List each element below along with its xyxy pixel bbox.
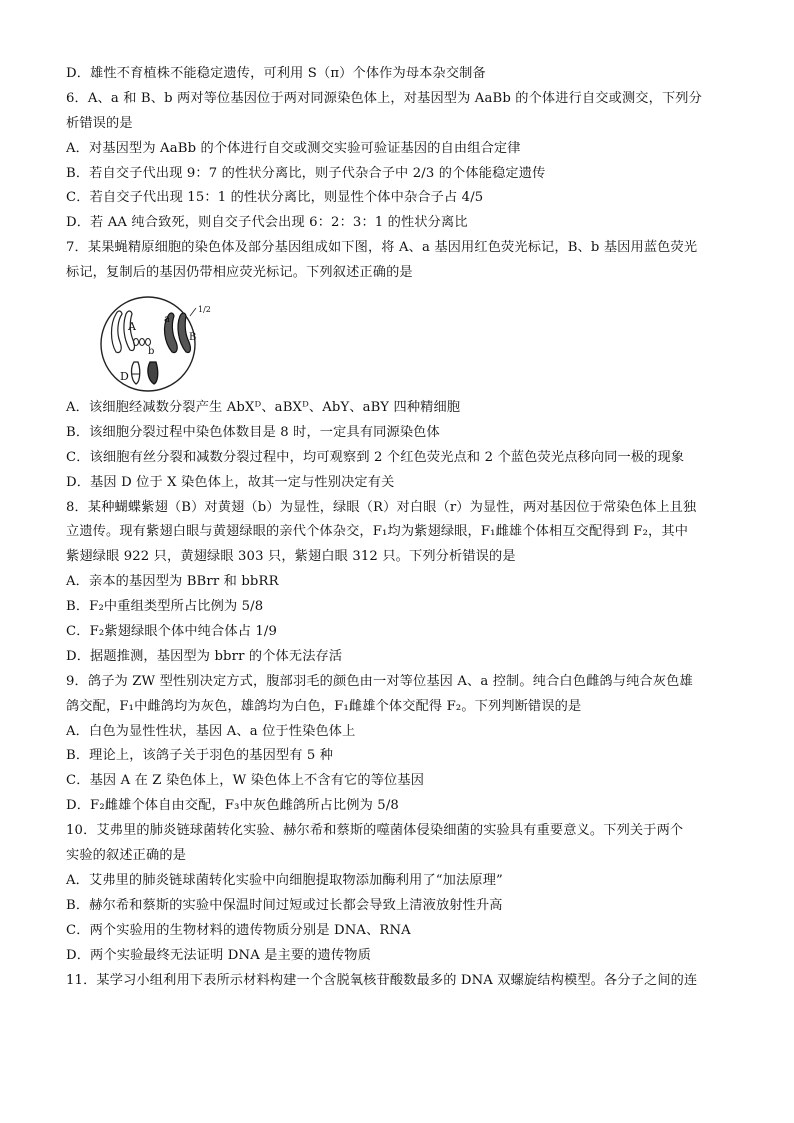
cell-diagram-image (76, 292, 226, 392)
gene-label-D: D (120, 370, 129, 384)
text-line: 10．艾弗里的肺炎链球菌转化实验、赫尔希和蔡斯的噬菌体侵染细菌的实验具有重要意义。下列关于两个 (66, 823, 684, 839)
y-chromosome (148, 362, 158, 384)
text-line: D．若 AA 纯合致死，则自交子代会出现 6：2：3：1 的性状分离比 (66, 215, 468, 231)
text-line: B．理论上，该鸽子关于羽色的基因型有 5 种 (66, 748, 334, 764)
text-line: 7．某果蝇精原细胞的染色体及部分基因组成如下图，将 A、a 基因用红色荧光标记，B、b 基因用蓝色荧光 (66, 240, 698, 256)
text-line: A．该细胞经减数分裂产生 AbXᴰ、aBXᴰ、AbY、aBY 四种精细胞 (66, 400, 461, 416)
text-line: C．两个实验用的生物材料的遗传物质分别是 DNA、RNA (66, 922, 411, 938)
document-page (66, 62, 730, 993)
chromosome-left-1 (112, 311, 123, 353)
text-line: 析错误的是 (66, 115, 133, 131)
text-line: D．两个实验最终无法证明 DNA 是主要的遗传物质 (66, 947, 371, 963)
text-line: A．艾弗里的肺炎链球菌转化实验中向细胞提取物添加酶利用了“加法原理” (66, 872, 503, 888)
dot-chromosome-3 (146, 339, 151, 346)
text-line: 标记，复制后的基因仍带相应荧光标记。下列叙述正确的是 (66, 265, 413, 281)
text-line: 立遗传。现有紫翅白眼与黄翅绿眼的亲代个体杂交，F₁均为紫翅绿眼，F₁雌雄个体相互交配得到 F₂，其中 (66, 524, 689, 540)
cell-chromosome-figure (66, 286, 730, 396)
text-line: C．基因 A 在 Z 染色体上，W 染色体上不含有它的等位基因 (66, 773, 425, 789)
text-line: 11．某学习小组利用下表所示材料构建一个含脱氧核苷酸数最多的 DNA 双螺旋结构模型。各分子之间的连 (66, 972, 698, 988)
text-line: C．F₂紫翅绿眼个体中纯合体占 1/9 (66, 624, 278, 640)
gene-label-a: a (164, 314, 170, 326)
text-line: D．F₂雌雄个体自由交配，F₃中灰色雌鸽所占比例为 5/8 (66, 798, 399, 814)
text-line: A．对基因型为 AaBb 的个体进行自交或测交实验可验证基因的自由组合定律 (66, 140, 521, 156)
text-line: B．该细胞分裂过程中染色体数目是 8 时，一定具有同源染色体 (66, 424, 440, 440)
text-line: 6．A、a 和 B、b 两对等位基因位于两对同源染色体上，对基因型为 AaBb 的个体进行自交或测交，下列分 (66, 90, 702, 106)
text-line: D．雄性不育植株不能稳定遗传，可利用 S（π）个体作为母本杂交制备 (66, 66, 486, 81)
text-line: D．基因 D 位于 X 染色体上，故其一定与性别决定有关 (66, 474, 395, 490)
question-text-block-top (66, 62, 730, 286)
text-line: B．赫尔希和蔡斯的实验中保温时间过短或过长都会导致上清液放射性升高 (66, 897, 503, 913)
dot-chromosome-2 (140, 339, 145, 346)
text-line: C．若自交子代出现 15：1 的性状分离比，则显性个体中杂合子占 4/5 (66, 190, 484, 206)
text-line: D．据题推测，基因型为 bbrr 的个体无法存活 (66, 648, 343, 664)
x-chromosome (132, 362, 140, 384)
text-line: 9．鸽子为 ZW 型性别决定方式，腹部羽毛的颜色由一对等位基因 A、a 控制。纯合白色雌鸽与纯合灰色雄 (66, 673, 693, 689)
gene-label-A: A (128, 320, 136, 334)
text-line: C．该细胞有丝分裂和减数分裂过程中，均可观察到 2 个红色荧光点和 2 个蓝色荧光点移向同一极的现象 (66, 449, 685, 465)
text-line: 8．某种蝴蝶紫翅（B）对黄翅（b）为显性，绿眼（R）对白眼（r）为显性，两对基因位于常染色体上且独 (66, 499, 697, 515)
text-line: A．亲本的基因型为 BBrr 和 bbRR (66, 574, 279, 590)
gene-label-B: B (189, 332, 197, 344)
gene-label-b: b (148, 346, 155, 358)
question-text-block-bottom (66, 396, 730, 993)
chromosome-pair-label: 1/2 (198, 305, 211, 315)
text-line: A．白色为显性性状，基因 A、a 位于性染色体上 (66, 723, 356, 739)
text-line: 实验的叙述正确的是 (66, 848, 187, 864)
text-line: B．F₂中重组类型所占比例为 5/8 (66, 599, 264, 615)
text-line: 鸽交配，F₁中雌鸽均为灰色，雄鸽均为白色，F₁雌雄个体交配得 F₂。下列判断错误的是 (66, 698, 582, 714)
text-line: B．若自交子代出现 9：7 的性状分离比，则子代杂合子中 2/3 的个体能稳定遗传 (66, 165, 546, 181)
text-line: 紫翅绿眼 922 只，黄翅绿眼 303 只，紫翅白眼 312 只。下列分析错误的是 (66, 549, 516, 565)
